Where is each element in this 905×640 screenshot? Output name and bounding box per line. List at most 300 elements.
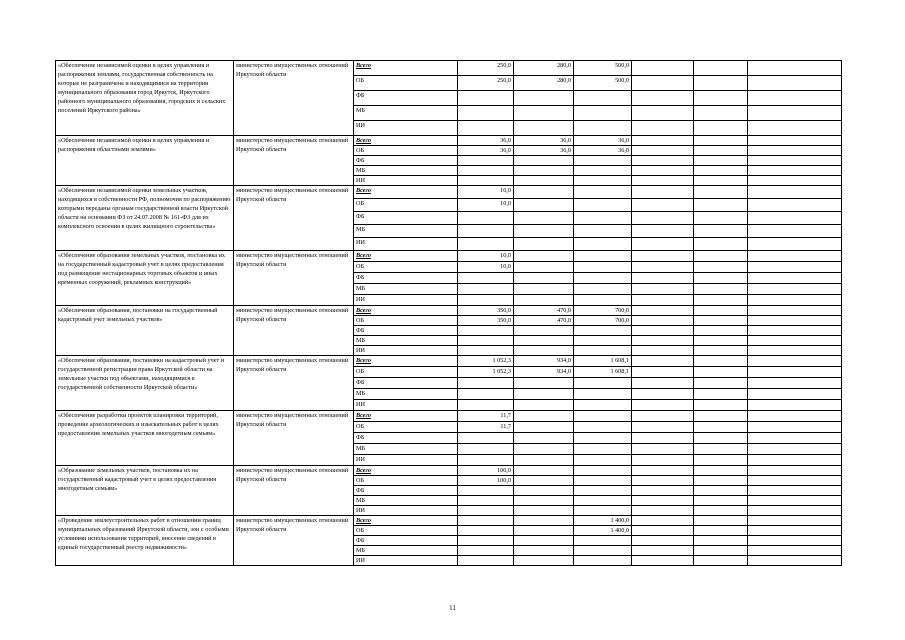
empty-cell <box>632 251 694 262</box>
amount-cell: 10,0 <box>458 262 514 273</box>
empty-cell <box>632 106 694 121</box>
funding-source-cell: Всего <box>354 466 458 476</box>
empty-cell <box>748 546 842 556</box>
empty-cell <box>632 466 694 476</box>
funding-source-cell: ИИ <box>354 506 458 516</box>
amount-cell <box>574 455 632 466</box>
empty-cell <box>748 176 842 186</box>
activity-description: «Образование земельных участков, постановка их на государственный кадастровый учет в целях предоставления многодетным семьям» <box>56 466 234 516</box>
empty-cell <box>632 367 694 378</box>
amount-cell: 36,0 <box>514 146 574 156</box>
empty-cell <box>694 61 748 76</box>
empty-cell <box>748 476 842 486</box>
amount-cell <box>458 106 514 121</box>
amount-cell: 1 608,1 <box>574 367 632 378</box>
amount-cell <box>458 536 514 546</box>
activity-description: «Обеспечение независимой оценки в целях управления и распоряжения землями, государственная собственность на которые не разграничена и находящимися на территории муниципального образования город Иркутск, Иркутского районного муниципального образования, городских и сельских поселений Иркутского района» <box>56 61 234 136</box>
empty-cell <box>748 526 842 536</box>
empty-cell <box>694 199 748 212</box>
empty-cell <box>632 496 694 506</box>
empty-cell <box>748 136 842 146</box>
amount-cell <box>458 176 514 186</box>
executor-cell: министерство имущественных отношений Иркутской области <box>234 251 354 306</box>
amount-cell <box>458 121 514 136</box>
empty-cell <box>632 121 694 136</box>
amount-cell <box>458 156 514 166</box>
empty-cell <box>632 199 694 212</box>
empty-cell <box>632 389 694 400</box>
empty-cell <box>694 411 748 422</box>
empty-cell <box>632 146 694 156</box>
funding-source-cell: ФБ <box>354 433 458 444</box>
empty-cell <box>748 186 842 199</box>
empty-cell <box>632 61 694 76</box>
amount-cell: 1 608,1 <box>574 356 632 367</box>
amount-cell <box>514 466 574 476</box>
amount-cell <box>514 556 574 566</box>
amount-cell <box>514 295 574 306</box>
amount-cell: 1 400,0 <box>574 516 632 526</box>
empty-cell <box>694 295 748 306</box>
empty-cell <box>748 295 842 306</box>
empty-cell <box>632 166 694 176</box>
amount-cell <box>574 496 632 506</box>
amount-cell <box>574 556 632 566</box>
amount-cell <box>574 389 632 400</box>
funding-source-cell: ОБ <box>354 262 458 273</box>
amount-cell <box>574 284 632 295</box>
empty-cell <box>748 225 842 238</box>
empty-cell <box>748 251 842 262</box>
amount-cell: 934,0 <box>514 356 574 367</box>
empty-cell <box>632 212 694 225</box>
amount-cell <box>514 444 574 455</box>
amount-cell <box>574 262 632 273</box>
empty-cell <box>694 536 748 546</box>
empty-cell <box>748 486 842 496</box>
empty-cell <box>694 444 748 455</box>
empty-cell <box>632 273 694 284</box>
amount-cell: 500,0 <box>574 76 632 91</box>
amount-cell <box>514 486 574 496</box>
empty-cell <box>748 433 842 444</box>
funding-source-cell: Всего <box>354 186 458 199</box>
funding-source-cell: ИИ <box>354 455 458 466</box>
funding-source-cell: Всего <box>354 516 458 526</box>
empty-cell <box>694 433 748 444</box>
amount-cell <box>574 486 632 496</box>
amount-cell: 36,0 <box>514 136 574 146</box>
empty-cell <box>694 526 748 536</box>
empty-cell <box>694 516 748 526</box>
amount-cell <box>514 422 574 433</box>
amount-cell: 470,0 <box>514 316 574 326</box>
amount-cell <box>514 336 574 346</box>
empty-cell <box>632 186 694 199</box>
empty-cell <box>748 76 842 91</box>
amount-cell <box>514 212 574 225</box>
funding-source-cell: МБ <box>354 225 458 238</box>
empty-cell <box>748 346 842 356</box>
amount-cell <box>514 506 574 516</box>
amount-cell: 700,0 <box>574 306 632 316</box>
amount-cell <box>574 400 632 411</box>
amount-cell <box>574 273 632 284</box>
empty-cell <box>632 400 694 411</box>
amount-cell <box>458 486 514 496</box>
amount-cell <box>574 156 632 166</box>
empty-cell <box>748 356 842 367</box>
executor-cell: министерство имущественных отношений Иркутской области <box>234 186 354 251</box>
amount-cell <box>574 212 632 225</box>
amount-cell <box>574 422 632 433</box>
empty-cell <box>694 466 748 476</box>
funding-source-cell: ИИ <box>354 400 458 411</box>
activity-description: «Обеспечение разработки проектов планировки территорий, проведение археологических и изыскательных работ в целях предоставления земельных участков многодетным семьям» <box>56 411 234 466</box>
empty-cell <box>632 455 694 466</box>
amount-cell: 11,7 <box>458 411 514 422</box>
empty-cell <box>748 336 842 346</box>
amount-cell <box>574 121 632 136</box>
funding-source-cell: ИИ <box>354 176 458 186</box>
empty-cell <box>748 262 842 273</box>
empty-cell <box>748 91 842 106</box>
funding-source-cell: ОБ <box>354 367 458 378</box>
table-row <box>56 186 842 199</box>
amount-cell <box>458 444 514 455</box>
table-row <box>56 61 842 76</box>
executor-cell: министерство имущественных отношений Иркутской области <box>234 411 354 466</box>
amount-cell <box>574 199 632 212</box>
amount-cell: 1 052,3 <box>458 356 514 367</box>
amount-cell <box>574 546 632 556</box>
funding-source-cell: ОБ <box>354 422 458 433</box>
amount-cell <box>458 433 514 444</box>
empty-cell <box>748 273 842 284</box>
amount-cell <box>458 273 514 284</box>
empty-cell <box>632 156 694 166</box>
funding-source-cell: Всего <box>354 356 458 367</box>
table-row <box>56 251 842 262</box>
amount-cell <box>458 556 514 566</box>
amount-cell <box>574 466 632 476</box>
empty-cell <box>748 466 842 476</box>
funding-source-cell: ИИ <box>354 295 458 306</box>
amount-cell <box>574 476 632 486</box>
amount-cell <box>458 225 514 238</box>
funding-source-cell: ФБ <box>354 378 458 389</box>
empty-cell <box>694 455 748 466</box>
table-row <box>56 466 842 476</box>
empty-cell <box>748 238 842 251</box>
empty-cell <box>694 326 748 336</box>
amount-cell <box>514 156 574 166</box>
amount-cell: 934,0 <box>514 367 574 378</box>
empty-cell <box>748 166 842 176</box>
page-number: 11 <box>449 604 456 612</box>
empty-cell <box>748 121 842 136</box>
funding-source-cell: МБ <box>354 336 458 346</box>
amount-cell <box>458 378 514 389</box>
empty-cell <box>694 422 748 433</box>
empty-cell <box>632 433 694 444</box>
executor-cell: министерство имущественных отношений Иркутской области <box>234 466 354 516</box>
empty-cell <box>694 273 748 284</box>
funding-source-cell: МБ <box>354 444 458 455</box>
amount-cell <box>574 346 632 356</box>
amount-cell <box>514 91 574 106</box>
amount-cell <box>514 225 574 238</box>
empty-cell <box>748 516 842 526</box>
amount-cell <box>514 516 574 526</box>
amount-cell <box>514 251 574 262</box>
amount-cell <box>514 273 574 284</box>
amount-cell: 36,0 <box>574 146 632 156</box>
amount-cell <box>574 433 632 444</box>
amount-cell <box>514 476 574 486</box>
amount-cell: 250,0 <box>458 76 514 91</box>
funding-source-cell: Всего <box>354 411 458 422</box>
empty-cell <box>632 486 694 496</box>
amount-cell <box>458 526 514 536</box>
empty-cell <box>694 284 748 295</box>
amount-cell <box>458 166 514 176</box>
empty-cell <box>748 496 842 506</box>
amount-cell <box>574 176 632 186</box>
empty-cell <box>694 389 748 400</box>
empty-cell <box>694 176 748 186</box>
empty-cell <box>694 556 748 566</box>
amount-cell <box>574 166 632 176</box>
empty-cell <box>694 251 748 262</box>
amount-cell <box>574 411 632 422</box>
empty-cell <box>632 516 694 526</box>
funding-source-cell: Всего <box>354 251 458 262</box>
empty-cell <box>632 284 694 295</box>
amount-cell <box>514 199 574 212</box>
funding-source-cell: ОБ <box>354 199 458 212</box>
amount-cell <box>514 455 574 466</box>
empty-cell <box>694 346 748 356</box>
funding-source-cell: ОБ <box>354 526 458 536</box>
empty-cell <box>632 326 694 336</box>
amount-cell <box>458 284 514 295</box>
amount-cell <box>514 121 574 136</box>
empty-cell <box>632 306 694 316</box>
funding-source-cell: ОБ <box>354 316 458 326</box>
empty-cell <box>748 284 842 295</box>
budget-table <box>55 60 842 566</box>
activity-description: «Проведение землеустроительных работ в отношении границ муниципальных образований Иркутской области, зон с особыми условиями использования территорий, внесение сведений в единый государственный реестр недвижимости» <box>56 516 234 566</box>
amount-cell: 350,0 <box>458 316 514 326</box>
empty-cell <box>632 556 694 566</box>
empty-cell <box>694 91 748 106</box>
empty-cell <box>748 411 842 422</box>
empty-cell <box>748 212 842 225</box>
empty-cell <box>748 367 842 378</box>
funding-source-cell: ФБ <box>354 486 458 496</box>
empty-cell <box>748 444 842 455</box>
amount-cell: 36,0 <box>458 146 514 156</box>
empty-cell <box>748 389 842 400</box>
amount-cell: 11,7 <box>458 422 514 433</box>
amount-cell <box>458 295 514 306</box>
empty-cell <box>632 238 694 251</box>
amount-cell <box>574 444 632 455</box>
empty-cell <box>694 225 748 238</box>
empty-cell <box>694 356 748 367</box>
empty-cell <box>748 455 842 466</box>
amount-cell: 280,0 <box>514 76 574 91</box>
empty-cell <box>694 306 748 316</box>
amount-cell <box>514 546 574 556</box>
funding-source-cell: МБ <box>354 106 458 121</box>
table-row <box>56 516 842 526</box>
amount-cell <box>514 326 574 336</box>
executor-cell: министерство имущественных отношений Иркутской области <box>234 306 354 356</box>
amount-cell: 470,0 <box>514 306 574 316</box>
empty-cell <box>632 316 694 326</box>
empty-cell <box>632 546 694 556</box>
empty-cell <box>694 166 748 176</box>
executor-cell: министерство имущественных отношений Иркутской области <box>234 356 354 411</box>
amount-cell <box>458 91 514 106</box>
amount-cell: 36,0 <box>458 136 514 146</box>
empty-cell <box>694 367 748 378</box>
amount-cell <box>574 326 632 336</box>
executor-cell: министерство имущественных отношений Иркутской области <box>234 136 354 186</box>
amount-cell <box>574 378 632 389</box>
funding-source-cell: ФБ <box>354 91 458 106</box>
empty-cell <box>748 61 842 76</box>
empty-cell <box>694 476 748 486</box>
empty-cell <box>632 91 694 106</box>
amount-cell: 10,0 <box>458 251 514 262</box>
empty-cell <box>748 422 842 433</box>
empty-cell <box>748 156 842 166</box>
amount-cell <box>574 536 632 546</box>
empty-cell <box>748 106 842 121</box>
executor-cell: министерство имущественных отношений Иркутской области <box>234 61 354 136</box>
empty-cell <box>632 295 694 306</box>
empty-cell <box>632 378 694 389</box>
amount-cell <box>574 238 632 251</box>
amount-cell <box>574 186 632 199</box>
funding-source-cell: МБ <box>354 284 458 295</box>
amount-cell <box>574 295 632 306</box>
empty-cell <box>694 400 748 411</box>
empty-cell <box>632 336 694 346</box>
amount-cell <box>574 251 632 262</box>
amount-cell <box>514 186 574 199</box>
table-row <box>56 411 842 422</box>
empty-cell <box>694 486 748 496</box>
empty-cell <box>694 238 748 251</box>
empty-cell <box>632 476 694 486</box>
amount-cell <box>458 212 514 225</box>
empty-cell <box>748 378 842 389</box>
amount-cell: 280,0 <box>514 61 574 76</box>
funding-source-cell: ОБ <box>354 76 458 91</box>
amount-cell: 1 400,0 <box>574 526 632 536</box>
funding-source-cell: Всего <box>354 306 458 316</box>
empty-cell <box>694 262 748 273</box>
empty-cell <box>694 136 748 146</box>
empty-cell <box>748 326 842 336</box>
empty-cell <box>632 356 694 367</box>
amount-cell <box>458 336 514 346</box>
amount-cell <box>574 106 632 121</box>
activity-description: «Обеспечение образования, постановки на кадастровый учет и государственной регистрации права Иркутской области на земельные участки под объектами, находящимися в государственной собственности Иркутской области» <box>56 356 234 411</box>
empty-cell <box>748 506 842 516</box>
amount-cell <box>514 106 574 121</box>
funding-source-cell: ФБ <box>354 536 458 546</box>
empty-cell <box>694 121 748 136</box>
amount-cell <box>458 389 514 400</box>
empty-cell <box>694 336 748 346</box>
funding-source-cell: ИИ <box>354 556 458 566</box>
amount-cell <box>458 238 514 251</box>
empty-cell <box>694 506 748 516</box>
empty-cell <box>632 176 694 186</box>
empty-cell <box>748 400 842 411</box>
amount-cell: 36,0 <box>574 136 632 146</box>
funding-source-cell: ИИ <box>354 346 458 356</box>
amount-cell <box>514 166 574 176</box>
funding-source-cell: ОБ <box>354 146 458 156</box>
empty-cell <box>694 496 748 506</box>
amount-cell <box>514 526 574 536</box>
amount-cell <box>458 400 514 411</box>
empty-cell <box>632 76 694 91</box>
amount-cell <box>514 378 574 389</box>
empty-cell <box>632 346 694 356</box>
amount-cell <box>514 411 574 422</box>
funding-source-cell: ФБ <box>354 156 458 166</box>
empty-cell <box>748 536 842 546</box>
activity-description: «Обеспечение образования, постановки на государственный кадастровый учет земельных участков» <box>56 306 234 356</box>
activity-description: «Обеспечение независимой оценки земельных участков, находящихся в собственности РФ, полномочия по распоряжению которыми переданы органам государственной власти Иркутской области на основании ФЗ от 24.07.2008 № 161-ФЗ для их комплексного освоения в целях жилищного строительства» <box>56 186 234 251</box>
empty-cell <box>694 146 748 156</box>
amount-cell <box>514 400 574 411</box>
empty-cell <box>748 146 842 156</box>
amount-cell <box>458 496 514 506</box>
amount-cell <box>458 546 514 556</box>
empty-cell <box>632 422 694 433</box>
empty-cell <box>632 536 694 546</box>
amount-cell: 100,0 <box>458 476 514 486</box>
empty-cell <box>694 106 748 121</box>
amount-cell: 10,0 <box>458 186 514 199</box>
empty-cell <box>694 76 748 91</box>
amount-cell: 250,0 <box>458 61 514 76</box>
funding-source-cell: Всего <box>354 61 458 76</box>
amount-cell: 10,0 <box>458 199 514 212</box>
funding-source-cell: МБ <box>354 166 458 176</box>
funding-source-cell: ОБ <box>354 476 458 486</box>
amount-cell <box>514 346 574 356</box>
funding-source-cell: ФБ <box>354 273 458 284</box>
amount-cell <box>574 225 632 238</box>
amount-cell <box>514 284 574 295</box>
empty-cell <box>632 262 694 273</box>
amount-cell <box>514 389 574 400</box>
empty-cell <box>748 306 842 316</box>
empty-cell <box>694 378 748 389</box>
amount-cell <box>514 496 574 506</box>
amount-cell <box>514 433 574 444</box>
funding-source-cell: МБ <box>354 546 458 556</box>
